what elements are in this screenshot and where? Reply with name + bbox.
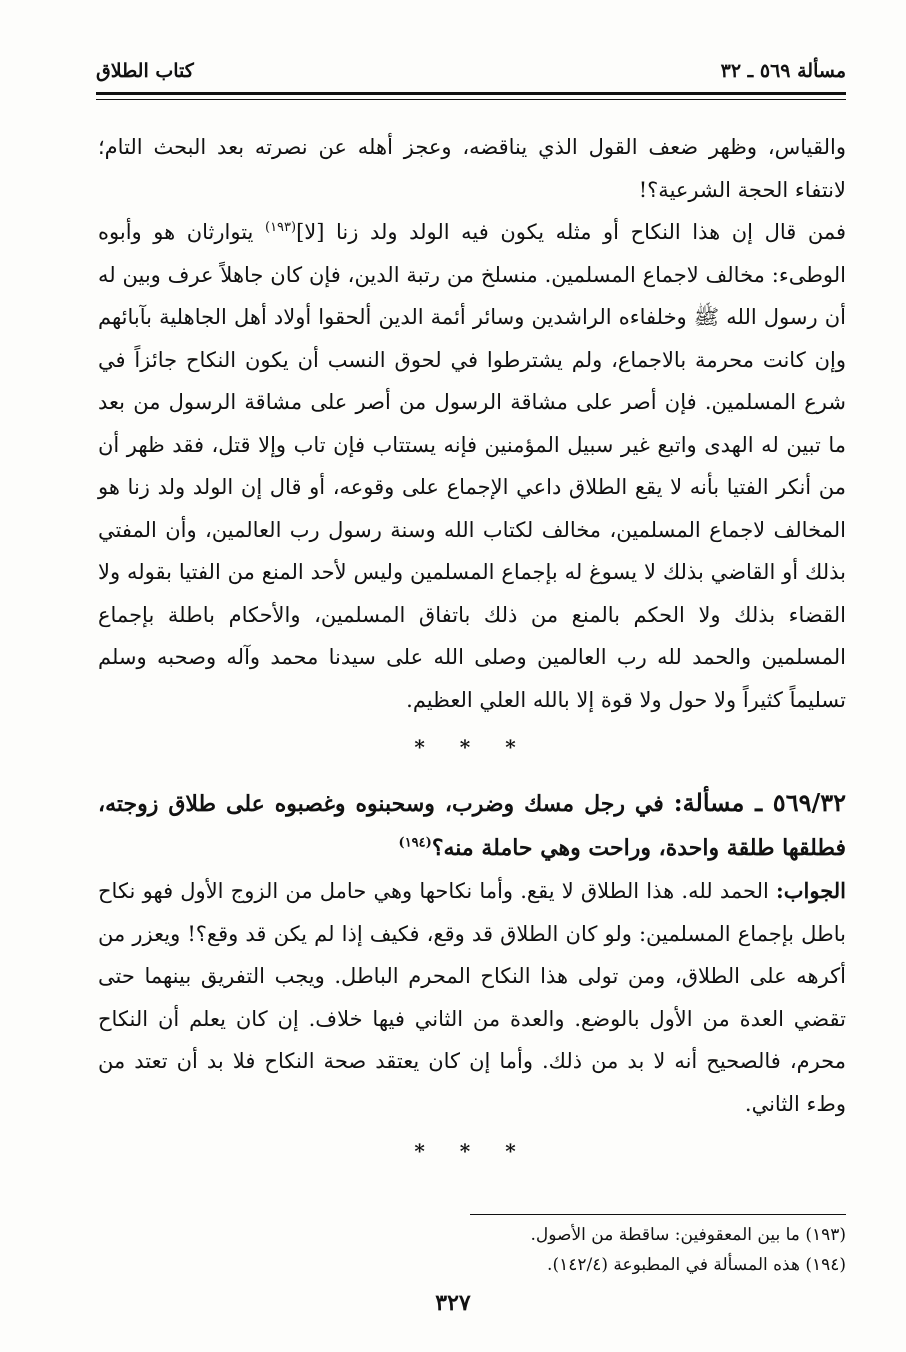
footnote-194: (١٩٤) هذه المسألة في المطبوعة (١٤٢/٤). <box>547 1255 846 1275</box>
section-separator-end: * * * <box>414 1139 530 1163</box>
answer-text: الحمد لله. هذا الطلاق لا يقع. وأما نكاحها وهي حامل من الزوج الأول فهو نكاح باطل بإجماع المسلمين: ولو كان الطلاق قد وقع، فكيف إذا لم يكن قد وقع؟! ويعزر من أكرهه على الطلاق، ومن تولى هذا النكاح المحرم الباطل. ويجب التفريق بينهما حتى تقضي العدة من الأول بالوضع. والعدة من الثاني فيها خلاف. إن كان يعلم أن النكاح محرم، فالصحيح أنه لا بد من ذلك. وأما إن كان يعتقد صحة النكاح فلا بد أن تعتد من وطء الثاني. <box>98 879 846 1116</box>
issue-heading <box>98 781 846 870</box>
paragraph-ruling-rest: يتوارثان هو وأبوه الوطىء: مخالف لاجماع المسلمين. منسلخ من رتبة الدين، فإن كان جاهلاً عرف وبين له أن رسول الله ﷺ وخلفاءه الراشدين وسائر أئمة الدين ألحقوا أولاد أهل الجاهلية بآبائهم وإن كانت محرمة بالاجماع، ولم يشترطوا في لحوق النسب أن يكون النكاح جائزاً في شرع المسلمين. فإن أصر على مشاقة الرسول من أصر على مشاقة الرسول من بعد ما تبين له الهدى واتبع غير سبيل المؤمنين فإنه يستتاب فإن تاب وإلا قتل، فقد ظهر أن من أنكر الفتيا بأنه لا يقع الطلاق داعي الإجماع على وقوعه، أو قال إن الولد ولد زنا هو المخالف لاجماع المسلمين، مخالف لكتاب الله وسنة رسول رب العالمين، وأن المفتي بذلك أو القاضي بذلك لا يسوغ له بإجماع المسلمين وليس لأحد المنع من الفتيا بقوله ولا القضاء بذلك ولا الحكم بالمنع من ذلك باتفاق المسلمين، والأحكام باطلة بإجماع المسلمين والحمد لله رب العالمين وصلى الله على سيدنا محمد وآله وصحبه وسلم تسليماً كثيراً ولا حول ولا قوة إلا بالله العلي العظيم. <box>98 220 846 712</box>
footnotes <box>98 1220 846 1280</box>
footnote-ref-193: (١٩٣) <box>264 220 297 235</box>
answer-paragraph <box>98 870 846 1125</box>
header-book-title: كتاب الطلاق <box>96 60 194 82</box>
footnote-193: (١٩٣) ما بين المعقوفين: ساقطة من الأصول. <box>530 1225 846 1245</box>
section-separator: * * * <box>414 735 530 759</box>
paragraph-ruling <box>98 211 846 721</box>
page-number: ٣٢٧ <box>435 1290 471 1316</box>
page-body <box>98 126 846 1175</box>
header-issue-ref: مسألة ٥٦٩ ـ ٣٢ <box>720 60 846 82</box>
paragraph-ruling-start: فمن قال إن هذا النكاح أو مثله يكون فيه الولد ولد زنا [لا] <box>296 220 847 244</box>
issue-title: في رجل مسك وضرب، وسحبنوه وغصبوه على طلاق زوجته، فطلقها طلقة واحدة، وراحت وهي حاملة منه؟ <box>98 791 846 861</box>
header-rule-thick <box>96 92 846 95</box>
paragraph-continuation: والقياس، وظهر ضعف القول الذي يناقضه، وعجز أهله عن نصرته بعد البحث التام؛ لانتفاء الحجة الشرعية؟! <box>98 135 846 202</box>
header-rule-thin <box>96 99 846 100</box>
issue-number: ٥٦٩/٣٢ ـ مسألة: <box>673 788 847 817</box>
footnote-ref-194: (١٩٤) <box>398 835 432 851</box>
footnote-rule <box>470 1214 846 1215</box>
running-header <box>96 56 846 86</box>
answer-label: الجواب: <box>775 878 846 903</box>
